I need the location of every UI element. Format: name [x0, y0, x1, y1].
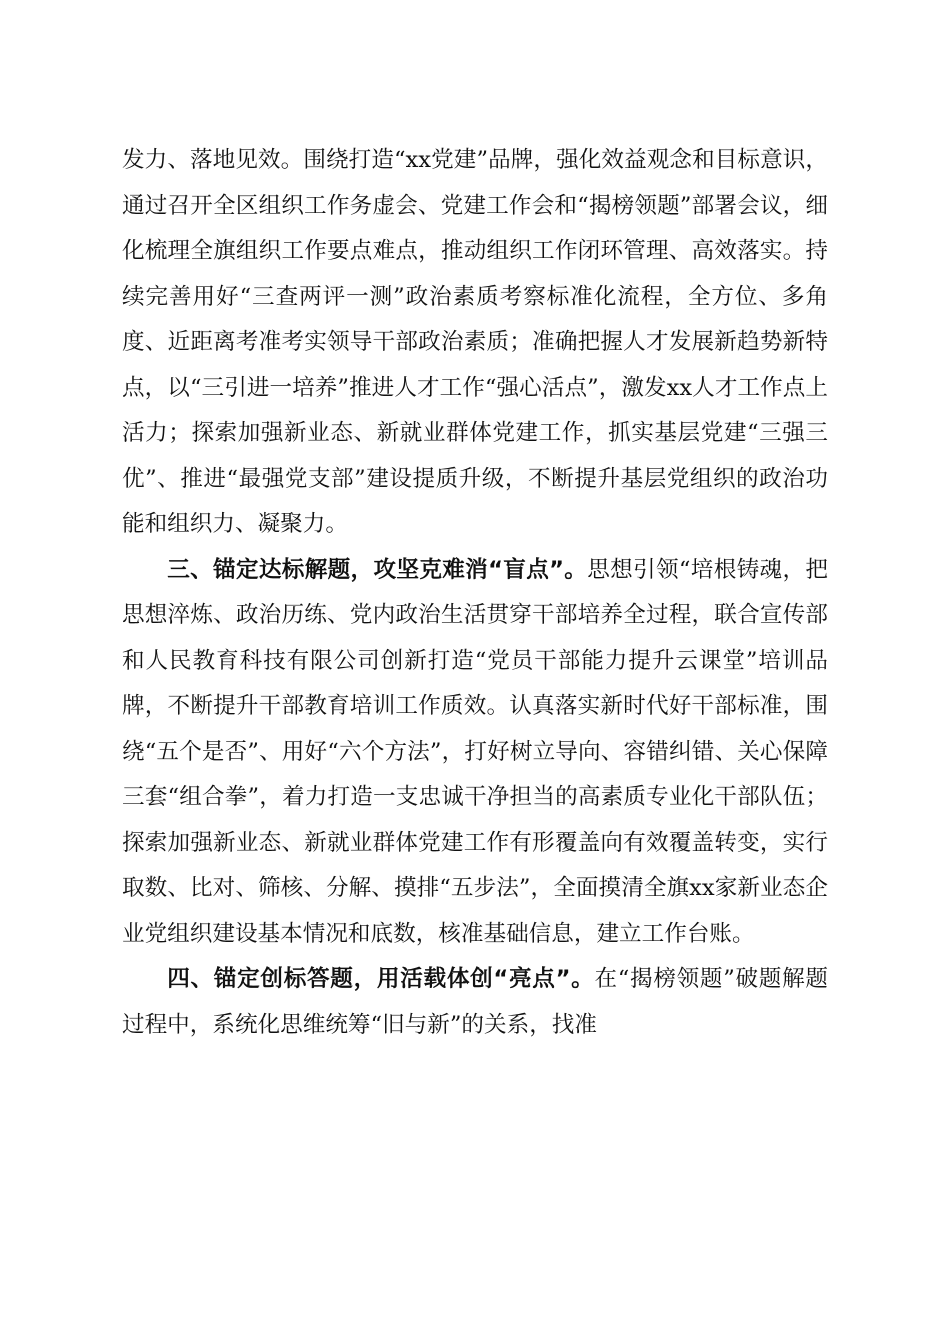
paragraph-text: 发力、落地见效。围绕打造“xx党建”品牌，强化效益观念和目标意识，通过召开全区组织工作务虚会、党建工作会和“揭榜领题”部署会议，细化梳理全旗组织工作要点难点，推动组织工作闭环管理、高效落实。持续完善用好“三查两评一测”政治素质考察标准化流程，全方位、多角度、近距离考准考实领导干部政治素质；准确把握人才发展新趋势新特点，以“三引进一培养”推进人才工作“强心活点”，激发xx人才工作点上活力；探索加强新业态、新就业群体党建工作，抓实基层党建“三强三优”、推进“最强党支部”建设提质升级，不断提升基层党组织的政治功能和组织力、凝聚力。 [122, 147, 828, 537]
paragraph-text: 思想引领“培根铸魂，把思想淬炼、政治历练、党内政治生活贯穿干部培养全过程，联合宣传部和人民教育科技有限公司创新打造“党员干部能力提升云课堂”培训品牌，不断提升干部教育培训工作质效。认真落实新时代好干部标准，围绕“五个是否”、用好“六个方法”，打好树立导向、容错纠错、关心保障三套“组合拳”，着力打造一支忠诚干净担当的高素质专业化干部队伍；探索加强新业态、新就业群体党建工作有形覆盖向有效覆盖转变，实行取数、比对、筛核、分解、摸排“五步法”，全面摸清全旗xx家新业态企业党组织建设基本情况和底数，核准基础信息，建立工作台账。 [122, 556, 828, 947]
paragraph-continuation [122, 138, 828, 548]
document-body [122, 138, 828, 1048]
paragraph-section-4 [122, 957, 828, 1048]
paragraph-text: 在“揭榜领题”破题解题过程中，系统化思维统筹“旧与新”的关系，找准 [122, 966, 828, 1038]
section-heading-3: 三、锚定达标解题，攻坚克难消“盲点”。 [167, 556, 588, 583]
section-heading-4: 四、锚定创标答题，用活载体创“亮点”。 [167, 966, 595, 992]
paragraph-section-3 [122, 548, 828, 958]
